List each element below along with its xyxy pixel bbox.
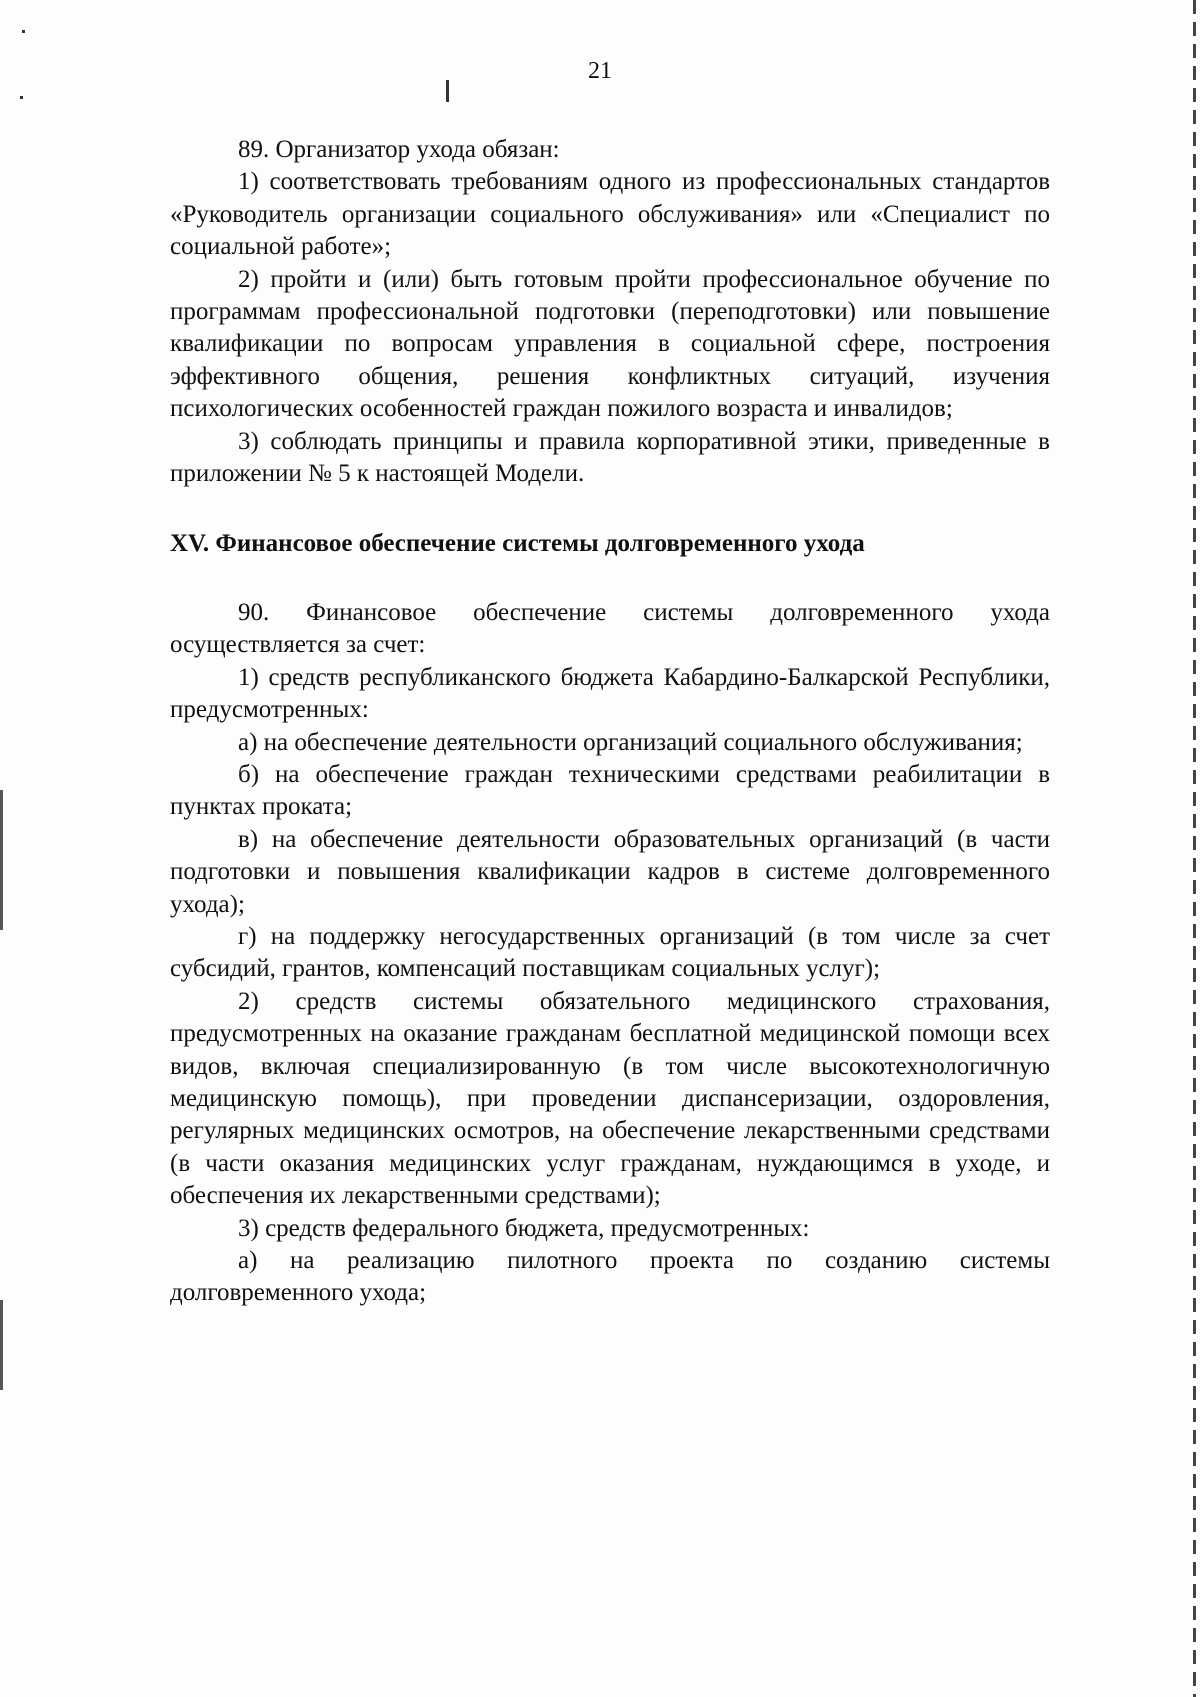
paragraph-90-item-1d: г) на поддержку негосударственных организаций (в том числе за счет субсидий, грантов, компенсаций поставщикам социальных услуг); [170, 922, 1050, 983]
paragraph-90-item-3a: а) на реализацию пилотного проекта по созданию системы долговременного ухода; [170, 1247, 1050, 1307]
document-body [170, 134, 1050, 1310]
paragraph-90-item-2: 2) средств системы обязательного медицинского страхования, предусмотренных на оказание гражданам бесплатной медицинской помощи всех видов, включая специализированную (в том числе высокотехнологичную медицинскую помощь), при проведении диспансеризации, оздоровления, регулярных медицинских осмотров, на обеспечение лекарственными средствами (в части оказания медицинских услуг гражданам, нуждающимся в уходе, и обеспечения их лекарственными средствами); [170, 987, 1050, 1210]
paragraph-90-item-1b: б) на обеспечение граждан техническими средствами реабилитации в пунктах проката; [170, 760, 1050, 821]
paragraph-90-item-3: 3) средств федерального бюджета, предусмотренных: [238, 1214, 810, 1242]
paragraph-89-item-2: 2) пройти и (или) быть готовым пройти профессиональное обучение по программам профессиональной подготовки (переподготовки) или повышение квалификации по вопросам управления в социальной сфере, построения эффективного общения, решения конфликтных ситуаций, изучения психологических особенностей граждан пожилого возраста и инвалидов; [170, 265, 1050, 423]
page-number: 21 [588, 58, 612, 84]
paragraph-89-item-3: 3) соблюдать принципы и правила корпоративной этики, приведенные в приложении № 5 к настоящей Модели. [170, 427, 1050, 488]
paragraph-89-item-1: 1) соответствовать требованиям одного из профессиональных стандартов «Руководитель организации социального обслуживания» или «Специалист по социальной работе»; [170, 168, 1050, 261]
paragraph-90: 90. Финансовое обеспечение системы долговременного ухода осуществляется за счет: [170, 598, 1050, 659]
section-heading: XV. Финансовое обеспечение системы долговременного ухода [170, 530, 865, 558]
paragraph-90-item-1: 1) средств республиканского бюджета Кабардино-Балкарской Республики, предусмотренных: [170, 663, 1050, 724]
scan-dot [22, 30, 25, 33]
paragraph-89: 89. Организатор ухода обязан: [238, 136, 560, 163]
paragraph-90-item-1a: а) на обеспечение деятельности организаций социального обслуживания; [238, 728, 1023, 756]
scan-left-edge [0, 1300, 3, 1390]
paragraph-90-item-1c: в) на обеспечение деятельности образовательных организаций (в части подготовки и повышения квалификации кадров в системе долговременного ухода); [170, 825, 1050, 918]
scan-dot [20, 96, 23, 99]
scan-right-edge [1193, 0, 1196, 1697]
scan-left-edge [0, 790, 3, 930]
